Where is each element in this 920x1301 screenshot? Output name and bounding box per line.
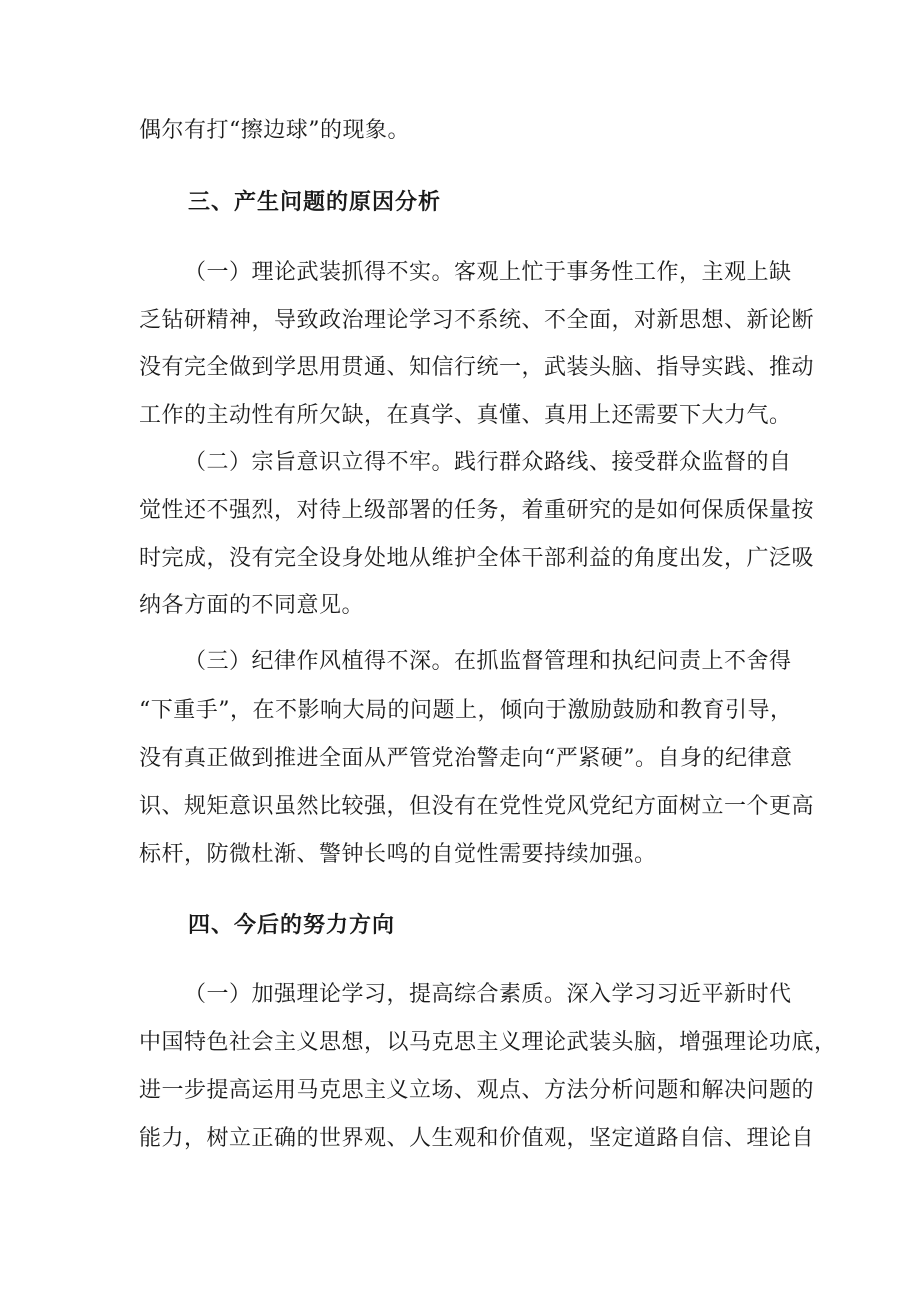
paragraph-line: “下重手”，在不影响大局的问题上，倾向于激励鼓励和教育引导，: [139, 698, 793, 723]
paragraph-line: 中国特色社会主义思想，以马克思主义理论武装头脑，增强理论功底，: [139, 1030, 837, 1055]
paragraph-line: 能力，树立正确的世界观、人生观和价值观，坚定道路自信、理论自: [139, 1126, 815, 1151]
paragraph-line: 识、规矩意识虽然比较强，但没有在党性党风党纪方面树立一个更高: [139, 794, 815, 819]
paragraph-line: （三）纪律作风植得不深。在抓监督管理和执纪问责上不舍得: [184, 649, 792, 674]
paragraph-line: （一）加强理论学习，提高综合素质。深入学习习近平新时代: [184, 982, 792, 1007]
section-heading-causes: 三、产生问题的原因分析: [188, 190, 442, 215]
paragraph-line: 没有完全做到学思用贯通、知信行统一，武装头脑、指导实践、推动: [139, 355, 815, 380]
paragraph-line: 标杆，防微杜渐、警钟长鸣的自觉性需要持续加强。: [139, 842, 657, 867]
paragraph-line: 工作的主动性有所欠缺，在真学、真懂、真用上还需要下大力气。: [139, 403, 792, 428]
paragraph-line: 觉性还不强烈，对待上级部署的任务，着重研究的是如何保质保量按: [139, 498, 815, 523]
paragraph-line: （一）理论武装抓得不实。客观上忙于事务性工作，主观上缺: [184, 260, 792, 285]
paragraph-line: 进一步提高运用马克思主义立场、观点、方法分析问题和解决问题的: [139, 1078, 815, 1103]
paragraph-line: 没有真正做到推进全面从严管党治警走向“严紧硬”。自身的纪律意: [139, 746, 793, 771]
paragraph-line: （二）宗旨意识立得不牢。践行群众路线、接受群众监督的自: [184, 450, 792, 475]
section-heading-direction: 四、今后的努力方向: [188, 913, 396, 938]
paragraph-line: 时完成，没有完全设身处地从维护全体干部利益的角度出发，广泛吸: [139, 546, 815, 571]
paragraph-continuation-line: 偶尔有打“擦边球”的现象。: [139, 118, 410, 143]
paragraph-line: 乏钻研精神，导致政治理论学习不系统、不全面，对新思想、新论断: [139, 308, 815, 333]
paragraph-line: 纳各方面的不同意见。: [139, 593, 365, 618]
